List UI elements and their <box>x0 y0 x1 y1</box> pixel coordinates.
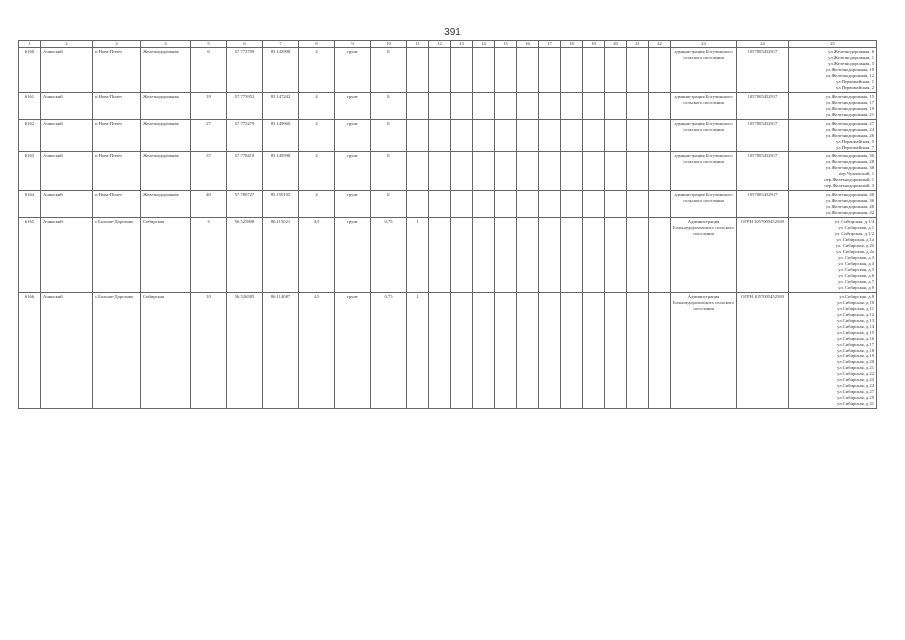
surface-type: грунт <box>335 218 371 293</box>
empty-cell <box>539 218 561 293</box>
column-8-value: 4 <box>299 152 335 191</box>
empty-cell <box>627 47 649 92</box>
table-row <box>19 152 877 191</box>
column-number: 4 <box>141 41 191 48</box>
owner-name: администрация Богучинского сельского поселения <box>671 152 737 191</box>
column-8-value: 4,5 <box>299 292 335 408</box>
table-row <box>19 47 877 92</box>
address-line: ул. Сибирская, д.1/2 <box>834 231 874 237</box>
empty-cell <box>561 119 583 152</box>
surface-type: грунт <box>335 92 371 119</box>
address-line: ул.Сибирская, д.20 <box>837 359 874 365</box>
address-line: ул.Сибирская, д.21 <box>837 365 874 371</box>
street-name: Железнодорожная <box>141 47 191 92</box>
record-number: 6163 <box>19 152 41 191</box>
empty-cell <box>627 292 649 408</box>
column-number: 11 <box>407 41 429 48</box>
empty-cell <box>451 47 473 92</box>
column-number: 6 <box>227 41 263 48</box>
address-line: ул.Железнодорожная, 6 <box>828 48 874 54</box>
registry-table <box>18 40 877 409</box>
empty-cell <box>605 119 627 152</box>
address-line: ул.Железнодорожная, 12 <box>825 72 874 78</box>
empty-cell <box>649 47 671 92</box>
empty-cell <box>517 191 539 218</box>
column-11-value <box>407 92 429 119</box>
served-addresses <box>789 292 877 408</box>
empty-cell <box>539 92 561 119</box>
column-number-row <box>19 41 877 48</box>
address-line: пер.Чулымский, 1 <box>838 171 874 177</box>
settlement-name: с.Больше-Дорохово <box>93 218 141 293</box>
empty-cell <box>561 191 583 218</box>
empty-cell <box>561 292 583 408</box>
longitude: 86.115021 <box>263 218 299 293</box>
empty-cell <box>473 191 495 218</box>
empty-cell <box>539 119 561 152</box>
column-11-value: 1 <box>407 292 429 408</box>
house-number: 37 <box>191 152 227 191</box>
empty-cell <box>627 92 649 119</box>
empty-cell <box>517 47 539 92</box>
empty-cell <box>627 191 649 218</box>
empty-cell <box>429 92 451 119</box>
street-name: Сибирская <box>141 292 191 408</box>
house-number: 40 <box>191 191 227 218</box>
address-line: ул.Железнодорожная, 30 <box>825 153 874 159</box>
district-name: Ачинский <box>41 191 93 218</box>
empty-cell <box>605 292 627 408</box>
column-number: 19 <box>583 41 605 48</box>
record-number: 6161 <box>19 92 41 119</box>
ogrn: ОГРН 1057005452569 <box>737 292 789 408</box>
empty-cell <box>495 47 517 92</box>
record-number: 6166 <box>19 292 41 408</box>
table-row <box>19 292 877 408</box>
column-8-value: 4 <box>299 119 335 152</box>
empty-cell <box>605 218 627 293</box>
ogrn: 1057005452917 <box>737 152 789 191</box>
empty-cell <box>451 119 473 152</box>
empty-cell <box>539 191 561 218</box>
served-addresses <box>789 119 877 152</box>
ogrn: 1057005452917 <box>737 119 789 152</box>
empty-cell <box>429 191 451 218</box>
ogrn: 1057005452917 <box>737 191 789 218</box>
address-line: ул.Железнодорожная, 17 <box>825 99 874 105</box>
column-11-value: 1 <box>407 218 429 293</box>
address-line: ул.Первомайская, 7 <box>836 144 874 150</box>
column-number: 22 <box>649 41 671 48</box>
column-8-value: 4,5 <box>299 218 335 293</box>
empty-cell <box>473 47 495 92</box>
empty-cell <box>517 292 539 408</box>
empty-cell <box>517 119 539 152</box>
empty-cell <box>539 292 561 408</box>
address-line: пер.Железнодорожный, 3 <box>824 183 874 189</box>
column-number: 24 <box>737 41 789 48</box>
address-line: ул.Сибирская, д.12 <box>837 311 874 317</box>
empty-cell <box>451 152 473 191</box>
address-line: ул.Железнодорожная, 10 <box>825 66 874 72</box>
district-name: Ачинский <box>41 92 93 119</box>
column-number: 5 <box>191 41 227 48</box>
column-10-value: Б <box>371 152 407 191</box>
settlement-name: п.Нова-Пичет <box>93 191 141 218</box>
address-line: ул.Железнодорожная, 24 <box>825 126 874 132</box>
empty-cell <box>495 218 517 293</box>
empty-cell <box>649 191 671 218</box>
address-line: ул.Железнодорожная, 42 <box>825 210 874 216</box>
owner-name: администрация Богучинского сельского поселения <box>671 47 737 92</box>
address-line: ул.Сибирская, д.22 <box>837 371 874 377</box>
address-line: ул.Железнодорожная, 26 <box>825 132 874 138</box>
address-line: ул.Сибирская, д.18 <box>837 347 874 353</box>
address-line: ул. Сибирская, д.5 <box>838 266 874 272</box>
settlement-name: п.Нова-Пичет <box>93 92 141 119</box>
column-number: 15 <box>495 41 517 48</box>
address-line: ул. Сибирская, д.7 <box>838 278 874 284</box>
street-name: Железнодорожная <box>141 119 191 152</box>
address-line: ул.Сибирская, д.16 <box>837 335 874 341</box>
empty-cell <box>517 92 539 119</box>
address-line: ул.Железнодорожная, 40 <box>825 192 874 198</box>
empty-cell <box>583 119 605 152</box>
surface-type: грунт <box>335 292 371 408</box>
empty-cell <box>473 119 495 152</box>
empty-cell <box>605 191 627 218</box>
owner-name: администрация Богучинского сельского поселения <box>671 92 737 119</box>
owner-name: Администрация Большедороховского сельского поселения <box>671 292 737 408</box>
address-line: ул.Сибирская, д.13 <box>837 317 874 323</box>
address-line: ул.Сибирская, д.15 <box>837 329 874 335</box>
column-number: 20 <box>605 41 627 48</box>
empty-cell <box>429 218 451 293</box>
served-addresses <box>789 218 877 293</box>
empty-cell <box>561 92 583 119</box>
address-line: ул.Сибирская, д.17 <box>837 341 874 347</box>
address-line: ул.Сибирская, д.19 <box>837 353 874 359</box>
page-number: 391 <box>444 27 461 38</box>
address-line: ул.Железнодорожная, 19 <box>825 105 874 111</box>
empty-cell <box>429 119 451 152</box>
empty-cell <box>539 47 561 92</box>
empty-cell <box>627 119 649 152</box>
column-number: 14 <box>473 41 495 48</box>
column-10-value: 0,75 <box>371 218 407 293</box>
empty-cell <box>429 47 451 92</box>
empty-cell <box>451 218 473 293</box>
address-line: ул.Сибирская, д.27 <box>837 389 874 395</box>
district-name: Ачинский <box>41 292 93 408</box>
owner-name: администрация Богучинского сельского поселения <box>671 191 737 218</box>
longitude: 85.150105 <box>263 191 299 218</box>
address-line: ул.Железнодорожная, 48 <box>825 204 874 210</box>
empty-cell <box>495 292 517 408</box>
address-line: ул.Сибирская, д.29 <box>837 395 874 401</box>
empty-cell <box>517 152 539 191</box>
address-line: ул.Железнодорожная, 1 <box>828 54 874 60</box>
surface-type: грунт <box>335 152 371 191</box>
column-number: 2 <box>41 41 93 48</box>
empty-cell <box>561 218 583 293</box>
empty-cell <box>583 92 605 119</box>
latitude: 57.773952 <box>227 92 263 119</box>
latitude: 57.778418 <box>227 152 263 191</box>
address-line: ул.Железнодорожная, 38 <box>825 165 874 171</box>
house-number: 6 <box>191 47 227 92</box>
record-number: 6164 <box>19 191 41 218</box>
column-number: 3 <box>93 41 141 48</box>
address-line: ул. Сибирская, д.6 <box>838 272 874 278</box>
district-name: Ачинский <box>41 47 93 92</box>
address-line: ул.Железнодорожная, 21 <box>825 111 874 117</box>
empty-cell <box>495 119 517 152</box>
address-line: ул. Сибирская, д.4 <box>838 260 874 266</box>
owner-name: Администрация Большедороховского сельского поселения <box>671 218 737 293</box>
column-number: 1 <box>19 41 41 48</box>
column-10-value: 0,75 <box>371 292 407 408</box>
ogrn: ОГРН 1057005452569 <box>737 218 789 293</box>
surface-type: грунт <box>335 119 371 152</box>
house-number: 3 <box>191 218 227 293</box>
column-number: 9 <box>335 41 371 48</box>
latitude: 56.526585 <box>227 292 263 408</box>
address-line: ул. Сибирская, д.3 <box>838 254 874 260</box>
owner-name: администрация Богучинского сельского поселения <box>671 119 737 152</box>
empty-cell <box>649 218 671 293</box>
column-8-value: 4 <box>299 191 335 218</box>
empty-cell <box>583 191 605 218</box>
served-addresses <box>789 92 877 119</box>
address-line: ул.Первомайская, 1 <box>836 78 874 84</box>
district-name: Ачинский <box>41 152 93 191</box>
address-line: ул. Сибирская, д.9 <box>838 284 874 290</box>
record-number: 6160 <box>19 47 41 92</box>
empty-cell <box>517 218 539 293</box>
empty-cell <box>605 152 627 191</box>
address-line: ул.Железнодорожная, 36 <box>825 198 874 204</box>
street-name: Сибирская <box>141 218 191 293</box>
address-line: ул.Сибирская, д.11 <box>837 305 874 311</box>
empty-cell <box>649 119 671 152</box>
address-line: ул. Сибирская, д.1 <box>838 225 874 231</box>
address-line: ул.Сибирская, д.8 <box>839 293 874 299</box>
street-name: Железнодорожная <box>141 92 191 119</box>
house-number: 27 <box>191 119 227 152</box>
served-addresses <box>789 191 877 218</box>
column-number: 16 <box>517 41 539 48</box>
surface-type: грунт <box>335 47 371 92</box>
column-number: 25 <box>789 41 877 48</box>
address-line: ул.Железнодорожная, 28 <box>825 159 874 165</box>
latitude: 56.525808 <box>227 218 263 293</box>
address-line: ул.Сибирская, д.10 <box>837 299 874 305</box>
column-number: 10 <box>371 41 407 48</box>
column-8-value: 4 <box>299 92 335 119</box>
column-number: 17 <box>539 41 561 48</box>
settlement-name: п.Нова-Пичет <box>93 47 141 92</box>
address-line: ул.Железнодорожная, 5 <box>828 60 874 66</box>
empty-cell <box>473 92 495 119</box>
latitude: 57.775479 <box>227 119 263 152</box>
served-addresses <box>789 152 877 191</box>
column-number: 18 <box>561 41 583 48</box>
settlement-name: п.Нова-Пичет <box>93 152 141 191</box>
empty-cell <box>583 152 605 191</box>
settlement-name: п.Нова-Пичет <box>93 119 141 152</box>
empty-cell <box>429 152 451 191</box>
latitude: 57.772709 <box>227 47 263 92</box>
column-11-value <box>407 191 429 218</box>
latitude: 57.780727 <box>227 191 263 218</box>
column-number: 8 <box>299 41 335 48</box>
settlement-name: с.Больше-Дорохово <box>93 292 141 408</box>
ogrn: 1057005452917 <box>737 92 789 119</box>
house-number: 10 <box>191 292 227 408</box>
address-line: ул.Сибирская, д.31 <box>837 401 874 407</box>
column-10-value: Б <box>371 92 407 119</box>
district-name: Ачинский <box>41 218 93 293</box>
address-line: пер.Железнодорожный, 1 <box>824 177 874 183</box>
empty-cell <box>429 292 451 408</box>
address-line: ул.Первомайская, 2 <box>836 84 874 90</box>
empty-cell <box>539 152 561 191</box>
longitude: 86.114087 <box>263 292 299 408</box>
longitude: 85.147242 <box>263 92 299 119</box>
street-name: Железнодорожная <box>141 152 191 191</box>
column-8-value: 4 <box>299 47 335 92</box>
table-row <box>19 92 877 119</box>
empty-cell <box>649 292 671 408</box>
column-number: 7 <box>263 41 299 48</box>
empty-cell <box>473 218 495 293</box>
address-line: ул.Сибирская, д.14 <box>837 323 874 329</box>
table-row <box>19 191 877 218</box>
house-number: 19 <box>191 92 227 119</box>
address-line: ул. Сибирская, д.1а <box>836 237 874 243</box>
column-11-value <box>407 47 429 92</box>
empty-cell <box>473 152 495 191</box>
empty-cell <box>473 292 495 408</box>
record-number: 6165 <box>19 218 41 293</box>
longitude: 85.143908 <box>263 47 299 92</box>
address-line: ул.Железнодорожная, 15 <box>825 93 874 99</box>
address-line: ул. Сибирская, д.1/4 <box>834 219 874 225</box>
empty-cell <box>451 292 473 408</box>
empty-cell <box>649 92 671 119</box>
street-name: Железнодорожная <box>141 191 191 218</box>
column-number: 23 <box>671 41 737 48</box>
empty-cell <box>649 152 671 191</box>
column-10-value: Б <box>371 119 407 152</box>
column-11-value <box>407 119 429 152</box>
address-line: ул.Сибирская, д.23 <box>837 377 874 383</box>
column-10-value: Б <box>371 191 407 218</box>
empty-cell <box>495 152 517 191</box>
empty-cell <box>627 218 649 293</box>
address-line: ул.Железнодорожная, 27 <box>825 120 874 126</box>
ogrn: 1057005452917 <box>737 47 789 92</box>
table-row <box>19 119 877 152</box>
address-line: ул.Первомайская, 5 <box>836 138 874 144</box>
table-row <box>19 218 877 293</box>
empty-cell <box>451 92 473 119</box>
empty-cell <box>451 191 473 218</box>
column-number: 21 <box>627 41 649 48</box>
empty-cell <box>583 47 605 92</box>
empty-cell <box>583 218 605 293</box>
column-11-value <box>407 152 429 191</box>
district-name: Ачинский <box>41 119 93 152</box>
column-number: 13 <box>451 41 473 48</box>
empty-cell <box>605 92 627 119</box>
empty-cell <box>627 152 649 191</box>
address-line: ул. Сибирская, д.2б <box>835 243 874 249</box>
address-line: ул. Сибирская, д.2а <box>836 249 874 254</box>
column-number: 12 <box>429 41 451 48</box>
empty-cell <box>495 92 517 119</box>
address-line: ул.Сибирская, д.24 <box>837 383 874 389</box>
empty-cell <box>495 191 517 218</box>
empty-cell <box>583 292 605 408</box>
surface-type: грунт <box>335 191 371 218</box>
longitude: 85.149598 <box>263 152 299 191</box>
empty-cell <box>561 47 583 92</box>
empty-cell <box>605 47 627 92</box>
record-number: 6162 <box>19 119 41 152</box>
served-addresses <box>789 47 877 92</box>
empty-cell <box>561 152 583 191</box>
longitude: 85.149960 <box>263 119 299 152</box>
column-10-value: Б <box>371 47 407 92</box>
